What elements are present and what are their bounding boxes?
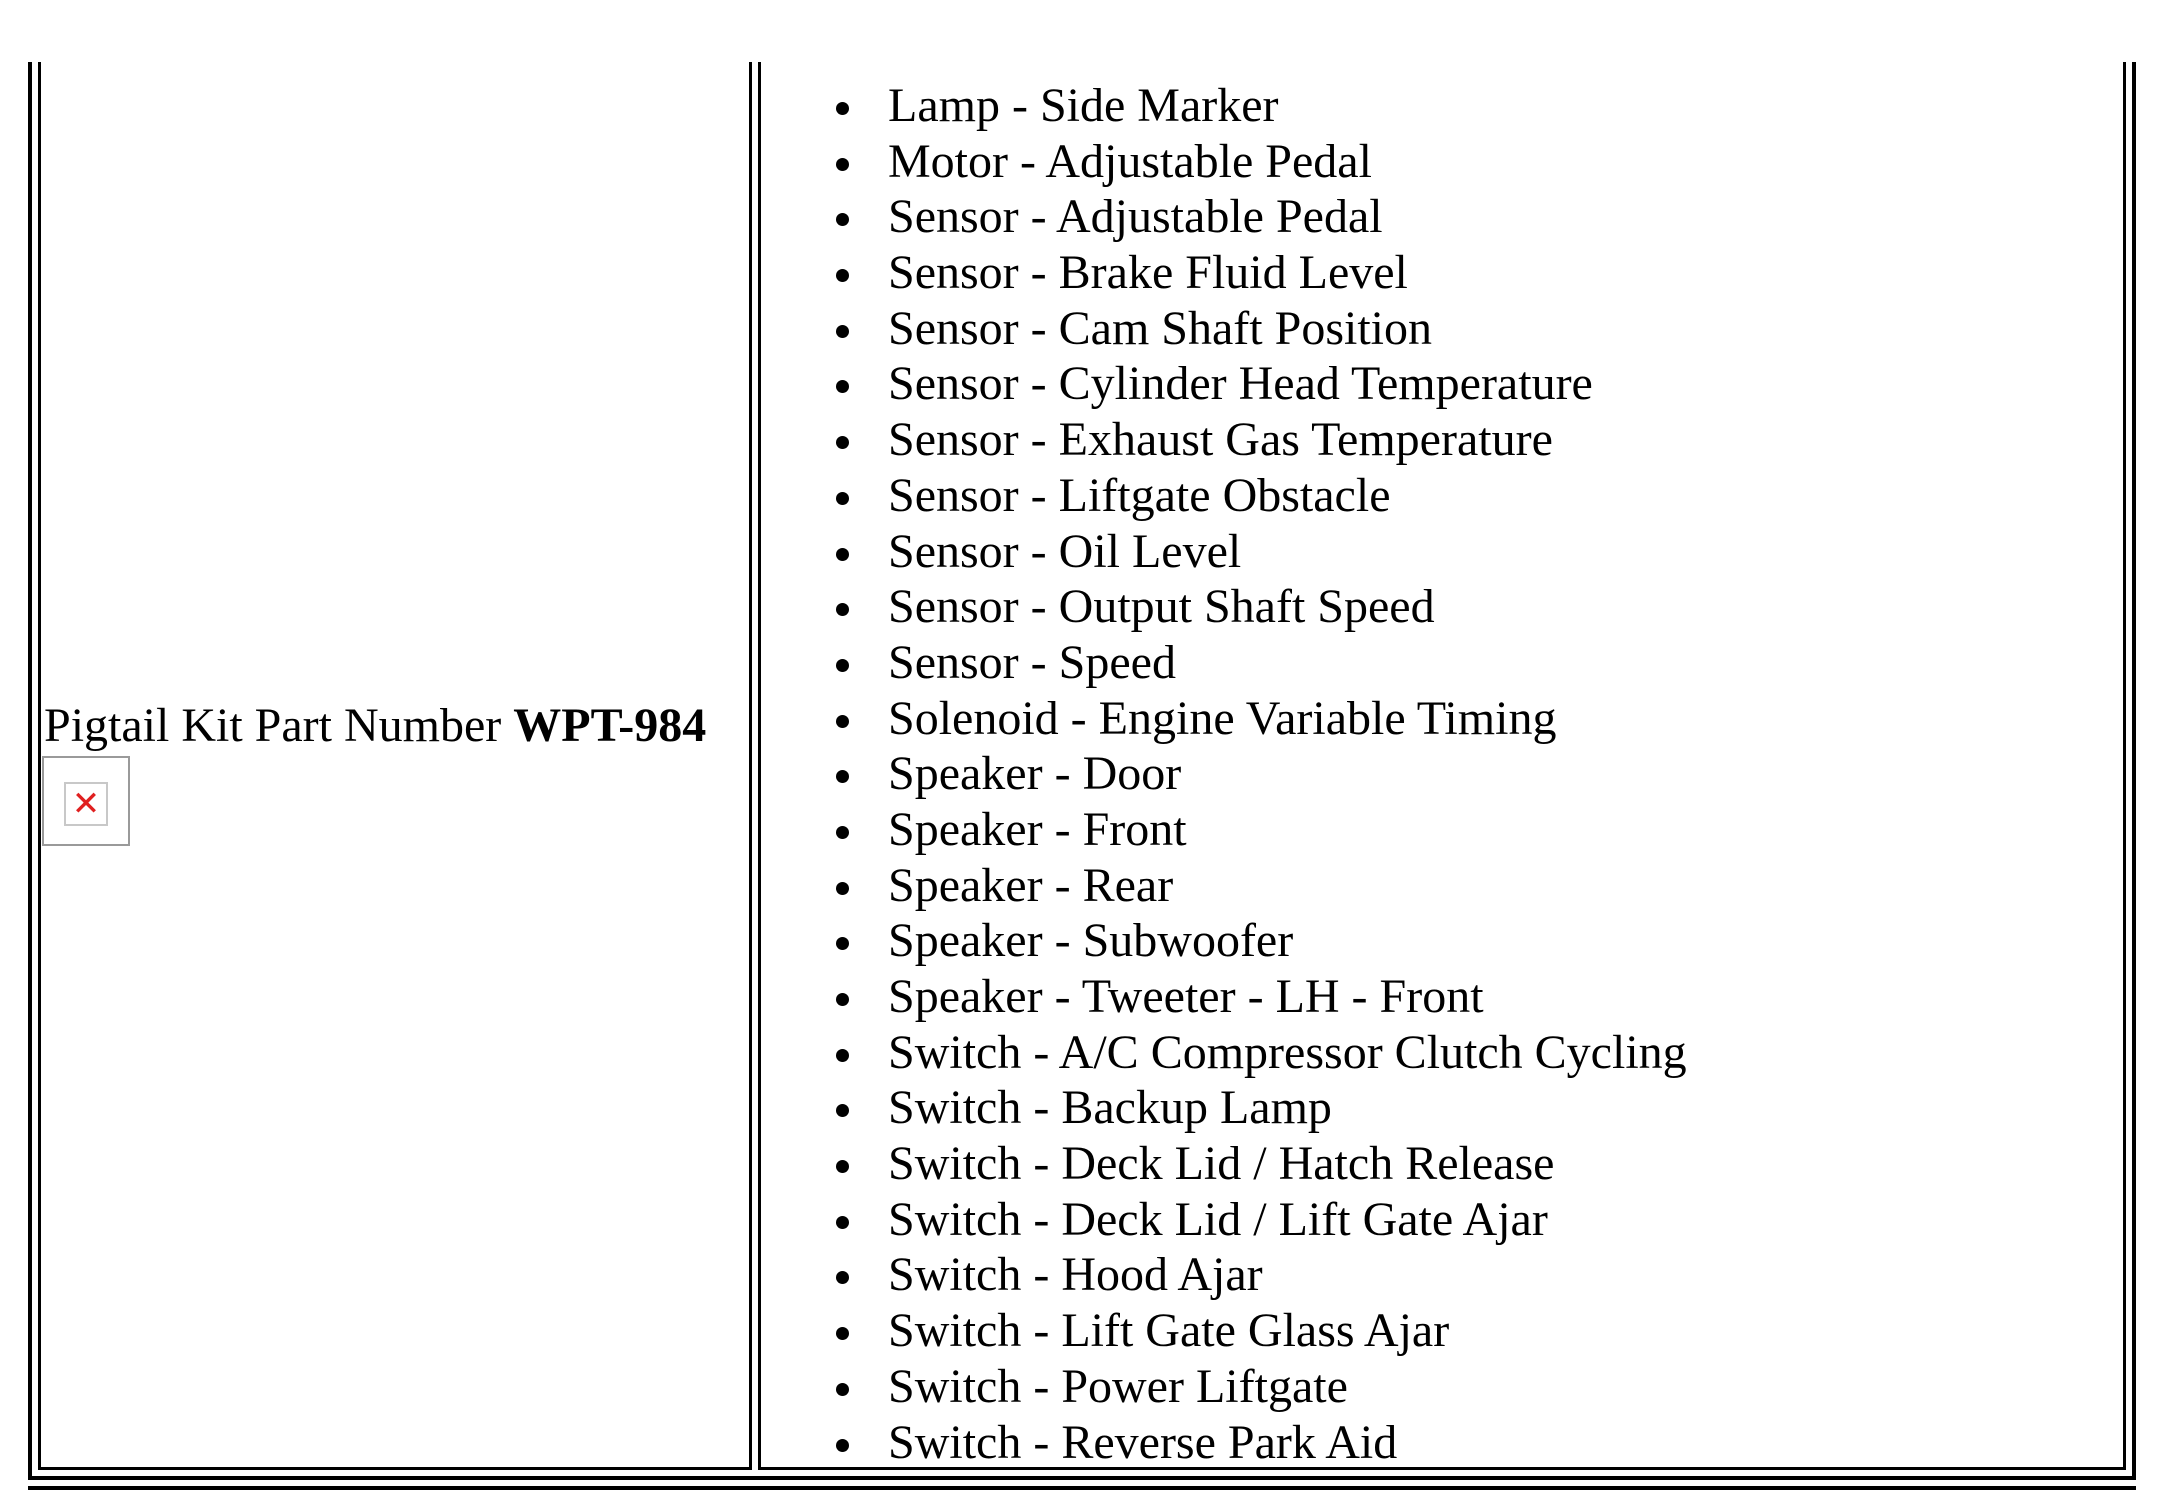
broken-image-icon xyxy=(42,756,130,846)
list-item-text: Speaker - Tweeter - LH - Front xyxy=(888,970,1484,1023)
list-item xyxy=(832,969,1687,1025)
list-item xyxy=(832,301,1687,357)
list-item xyxy=(832,1080,1687,1136)
list-item-text: Sensor - Liftgate Obstacle xyxy=(888,468,1391,522)
list-item-text: Sensor - Speed xyxy=(888,635,1176,689)
bullet-icon xyxy=(836,269,849,282)
bullet-icon xyxy=(836,436,849,449)
list-item xyxy=(832,134,1687,190)
list-item-text: Motor - Adjustable Pedal xyxy=(888,134,1372,188)
list-item-text: Solenoid - Engine Variable Timing xyxy=(888,691,1557,745)
bullet-icon xyxy=(836,937,849,950)
bullet-icon xyxy=(836,1383,849,1396)
list-item xyxy=(832,356,1687,412)
list-item xyxy=(832,189,1687,245)
part-number-value: WPT-984 xyxy=(513,699,707,752)
list-item-text: Speaker - Door xyxy=(888,747,1182,801)
list-item-text: Switch - A/C Compressor Clutch Cycling xyxy=(888,1025,1687,1079)
list-item-text: Sensor - Oil Level xyxy=(888,524,1242,578)
table-bottom-rule xyxy=(28,1486,2136,1490)
list-item-text: Switch - Lift Gate Glass Ajar xyxy=(888,1304,1450,1358)
bullet-icon xyxy=(836,1104,849,1117)
list-item-text: Sensor - Output Shaft Speed xyxy=(888,580,1435,634)
bullet-icon xyxy=(836,659,849,672)
list-item-text: Sensor - Cylinder Head Temperature xyxy=(888,357,1593,411)
bullet-icon xyxy=(836,715,849,728)
list-item-text: Switch - Backup Lamp xyxy=(888,1081,1332,1135)
bullet-icon xyxy=(836,158,849,171)
bullet-icon xyxy=(836,770,849,783)
list-item xyxy=(832,245,1687,301)
bullet-icon xyxy=(836,1216,849,1229)
list-item-text: Speaker - Subwoofer xyxy=(888,914,1294,968)
bullet-icon xyxy=(836,492,849,505)
list-item xyxy=(832,524,1687,580)
list-item xyxy=(832,579,1687,635)
list-item xyxy=(832,412,1687,468)
list-item-text: Switch - Reverse Park Aid xyxy=(888,1415,1398,1469)
list-item xyxy=(832,1359,1687,1415)
list-item-text: Speaker - Rear xyxy=(888,858,1174,912)
list-item-text: Switch - Power Liftgate xyxy=(888,1359,1348,1413)
bullet-icon xyxy=(836,325,849,338)
part-number-label-prefix: Pigtail Kit Part Number xyxy=(44,699,514,752)
bullet-icon xyxy=(836,1160,849,1173)
list-item xyxy=(832,858,1687,914)
part-number-cell xyxy=(38,62,752,1470)
bullet-icon xyxy=(836,380,849,393)
bullet-icon xyxy=(836,826,849,839)
list-item xyxy=(832,1192,1687,1248)
list-item-text: Switch - Deck Lid / Lift Gate Ajar xyxy=(888,1192,1548,1246)
broken-image-x-icon: ✕ xyxy=(64,782,108,826)
list-item-text: Sensor - Brake Fluid Level xyxy=(888,246,1408,300)
bullet-icon xyxy=(836,1439,849,1452)
list-item xyxy=(832,1303,1687,1359)
bullet-icon xyxy=(836,548,849,561)
bullet-icon xyxy=(836,993,849,1006)
list-item xyxy=(832,913,1687,969)
list-item xyxy=(832,802,1687,858)
list-item xyxy=(832,635,1687,691)
list-item xyxy=(832,78,1687,134)
list-item xyxy=(832,1247,1687,1303)
list-item-text: Sensor - Cam Shaft Position xyxy=(888,301,1433,355)
list-item xyxy=(832,1136,1687,1192)
bullet-icon xyxy=(836,213,849,226)
list-item xyxy=(832,468,1687,524)
list-item xyxy=(832,746,1687,802)
list-item-text: Sensor - Exhaust Gas Temperature xyxy=(888,413,1553,467)
list-item-text: Lamp - Side Marker xyxy=(888,79,1279,132)
bullet-icon xyxy=(836,1327,849,1340)
list-item-text: Switch - Hood Ajar xyxy=(888,1248,1263,1302)
list-item-text: Sensor - Adjustable Pedal xyxy=(888,190,1383,244)
application-list xyxy=(832,78,1687,1470)
list-item xyxy=(832,691,1687,747)
list-item-text: Switch - Deck Lid / Hatch Release xyxy=(888,1137,1555,1191)
bullet-icon xyxy=(836,1049,849,1062)
list-item-text: Speaker - Front xyxy=(888,802,1187,856)
bullet-icon xyxy=(836,1271,849,1284)
part-number-label xyxy=(44,696,706,756)
bullet-icon xyxy=(836,102,849,115)
bullet-icon xyxy=(836,603,849,616)
bullet-icon xyxy=(836,882,849,895)
list-item xyxy=(832,1025,1687,1081)
list-item xyxy=(832,1415,1687,1471)
